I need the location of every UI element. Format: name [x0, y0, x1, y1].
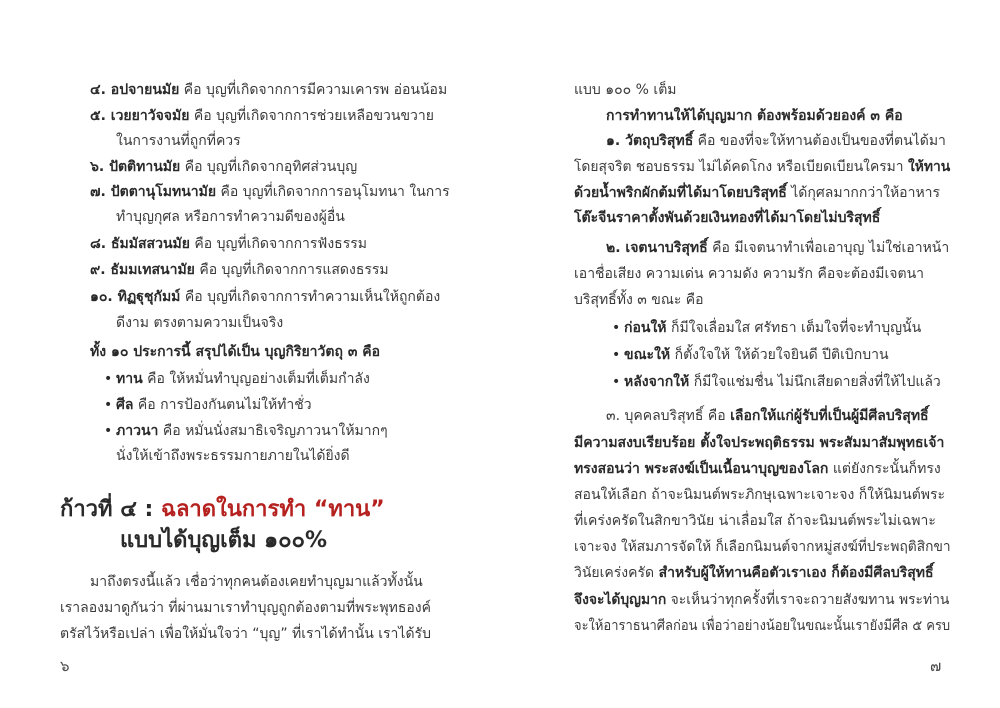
paragraph-line: ตรัสไว้หรือเปล่า เพื่อให้มั่นใจว่า “บุญ” ที่เราได้ทำนั้น เราได้รับ	[60, 626, 431, 642]
text-run: โดยสุจริต ชอบธรรม ไม่ได้คดโกง หรือเบียดเบียนใครมา	[574, 159, 908, 175]
bullet-desc: คือ การป้องกันตนไม่ให้ทำชั่ว	[133, 397, 312, 413]
summary-line: ทั้ง ๑๐ ประการนี้ สรุปได้เป็น บุญกิริยาวัตถุ ๓ คือ	[90, 344, 381, 360]
paragraph-line: บริสุทธิ์ทั้ง ๓ ขณะ คือ	[574, 292, 704, 308]
page-number: ๖	[60, 657, 70, 675]
item-desc: คือ มีเจตนาทำเพื่อเอาบุญ ไม่ใช่เอาหน้า	[707, 240, 950, 256]
bullet-term: ก่อนให้	[624, 320, 667, 336]
bullet-item	[624, 345, 889, 365]
heading-accent: ฉลาดในการทำ “ทาน”	[160, 497, 385, 522]
bullet-item	[624, 372, 941, 392]
page-number: ๗	[930, 657, 942, 675]
bullet-term: ภาวนา	[116, 423, 159, 439]
item-term: ๔. อปจายนมัย	[90, 82, 180, 98]
paragraph-line	[606, 131, 946, 151]
item-term: ๑. วัตถุบริสุทธิ์	[606, 133, 694, 149]
section-subheading: การทำทานให้ได้บุญมาก ต้องพร้อมด้วยองค์ ๓ คือ	[606, 108, 903, 124]
bullet-dot-icon: •	[104, 371, 113, 387]
paragraph-line: ที่เคร่งครัดในสิกขาวินัย น่าเลื่อมใส ถ้าจะนิมนต์พระไม่เฉพาะ	[574, 513, 936, 529]
paragraph-line	[606, 406, 929, 426]
paragraph-line: มาถึงตรงนี้แล้ว เชื่อว่าทุกคนต้องเคยทำบุญมาแล้วทั้งนั้น	[90, 574, 423, 590]
bold-run: ให้ทาน	[907, 159, 951, 175]
paragraph-line	[574, 157, 950, 177]
paragraph-line	[574, 590, 949, 610]
list-item	[90, 182, 450, 202]
bullet-desc: ก็มีใจแช่มชื่น ไม่นึกเสียดายสิ่งที่ให้ไปแล้ว	[689, 374, 941, 390]
paragraph-line: สอนให้เลือก ถ้าจะนิมนต์พระภิกษุเฉพาะเจาะจง ก็ให้นิมนต์พระ	[574, 487, 946, 503]
item-desc: คือ ของที่จะให้ทานต้องเป็นของที่ตนได้มา	[693, 133, 946, 149]
item-term: ๑๐. ทิฏฐุชุกัมม์	[90, 289, 181, 305]
paragraph-line	[574, 183, 940, 203]
paragraph-line	[606, 238, 949, 258]
bullet-dot-icon: •	[104, 423, 113, 439]
list-item-continuation: ดีงาม ตรงตามความเป็นจริง	[116, 315, 284, 331]
bullet-term: ศีล	[116, 397, 134, 413]
paragraph-line: เราลองมาดูกันว่า ที่ผ่านมาเราทำบุญถูกต้องตามที่พระพุทธองค์	[60, 600, 431, 616]
item-desc: คือ บุญที่เกิดจากการมีความเคารพ อ่อนน้อม	[179, 82, 448, 98]
bullet-item-continuation: นั่งให้เข้าถึงพระธรรมกายภายในได้ยิ่งดี	[116, 448, 350, 464]
paragraph-line	[574, 563, 934, 583]
bullet-desc: ก็มีใจเลื่อมใส ศรัทธา เต็มใจที่จะทำบุญนั้น	[666, 320, 922, 336]
bold-run: จึงจะได้บุญมาก	[574, 592, 667, 608]
bullet-desc: คือ หมั่นนั่งสมาธิเจริญภาวนาให้มากๆ	[158, 423, 388, 439]
paragraph-line	[574, 459, 941, 479]
bullet-term: หลังจากให้	[624, 374, 690, 390]
list-item	[90, 287, 440, 307]
bullet-term: ทาน	[116, 371, 143, 387]
bold-run: ทรงสอนว่า พระสงฆ์เป็นเนื้อนาบุญของโลก	[574, 461, 829, 477]
item-desc: คือ บุญที่เกิดจากการฟังธรรม	[189, 236, 367, 252]
item-term: ๗. ปัตตานุโมทนามัย	[90, 184, 217, 200]
bullet-item	[624, 318, 921, 338]
bullet-desc: ก็ตั้งใจให้ ให้ด้วยใจยินดี ปีติเบิกบาน	[670, 347, 889, 363]
paragraph-line: เจาะจง ให้สมภารจัดให้ ก็เลือกนิมนต์จากหมู่สงฆ์ที่ประพฤติสิกขา	[574, 539, 951, 555]
bullet-item	[116, 421, 388, 441]
bold-run: เลือกให้แก่ผู้รับที่เป็นผู้มีศีลบริสุทธิ์	[730, 408, 929, 424]
list-item-continuation: ในการงานที่ถูกที่ควร	[116, 133, 241, 149]
bullet-term: ขณะให้	[624, 347, 671, 363]
section-heading-line2: แบบได้บุญเต็ม ๑๐๐%	[120, 528, 328, 553]
text-run: วินัยเคร่งครัด	[574, 565, 659, 581]
item-desc: คือ บุญที่เกิดจากการช่วยเหลือขวนขวาย	[189, 108, 434, 124]
list-item-continuation: ทำบุญกุศล หรือการทำความดีของผู้อื่น	[116, 209, 345, 225]
item-desc: คือ บุญที่เกิดจากการอนุโมทนา ในการ	[216, 184, 450, 200]
text-run: แต่ยังกระนั้นก็ทรง	[828, 461, 941, 477]
bullet-dot-icon: •	[612, 320, 621, 336]
bullet-desc: คือ ให้หมั่นทำบุญอย่างเต็มที่เต็มกำลัง	[142, 371, 370, 387]
paragraph-line: แบบ ๑๐๐ % เต็ม	[574, 82, 677, 98]
item-term: ๕. เวยยาวัจจมัย	[90, 108, 190, 124]
item-term: ๘. ธัมมัสสวนมัย	[90, 236, 190, 252]
paragraph-line: มีความสงบเรียบร้อย ตั้งใจประพฤติธรรม พระสัมมาสัมพุทธเจ้า	[574, 435, 945, 451]
list-item	[90, 80, 447, 100]
paragraph-line: โต๊ะจีนราคาตั้งพันด้วยเงินทองที่ได้มาโดยไม่บริสุทธิ์	[574, 210, 881, 226]
list-item	[90, 157, 357, 177]
text-run: ได้กุศลมากกว่าให้อาหาร	[786, 185, 941, 201]
item-term: ๖. ปัตติทานมัย	[90, 159, 181, 175]
bullet-item	[116, 395, 312, 415]
section-heading	[60, 495, 385, 525]
list-item	[90, 106, 434, 126]
heading-prefix: ก้าวที่ ๔ :	[60, 497, 161, 522]
item-term: ๙. ธัมมเทสนามัย	[90, 262, 195, 278]
text-run: จะเห็นว่าทุกครั้งที่เราจะถวายสังฆทาน พระท่าน	[666, 592, 950, 608]
paragraph-line: จะให้อาราธนาศีลก่อน เพื่อว่าอย่างน้อยในขณะนั้นเรายังมีศีล ๕ ครบ	[574, 618, 951, 634]
item-desc: คือ บุญที่เกิดจากอุทิศส่วนบุญ	[180, 159, 358, 175]
list-item	[90, 260, 389, 280]
item-desc: คือ บุญที่เกิดจากการแสดงธรรม	[194, 262, 389, 278]
bullet-dot-icon: •	[104, 397, 113, 413]
right-page	[500, 0, 1000, 708]
bullet-dot-icon: •	[612, 347, 621, 363]
paragraph-line: เอาชื่อเสียง ความเด่น ความดัง ความรัก คือจะต้องมีเจตนา	[574, 266, 925, 282]
item-term: ๒. เจตนาบริสุทธิ์	[606, 240, 708, 256]
text-run: ๓. บุคคลบริสุทธิ์ คือ	[606, 408, 731, 424]
bold-run: สำหรับผู้ให้ทานคือตัวเราเอง ก็ต้องมีศีลบริสุทธิ์	[658, 565, 934, 581]
bullet-item	[116, 369, 370, 389]
list-item	[90, 234, 367, 254]
bullet-dot-icon: •	[612, 374, 621, 390]
item-desc: คือ บุญที่เกิดจากการทำความเห็นให้ถูกต้อง	[180, 289, 441, 305]
bold-run: ด้วยน้ำพริกผักต้มที่ได้มาโดยบริสุทธิ์	[574, 185, 787, 201]
